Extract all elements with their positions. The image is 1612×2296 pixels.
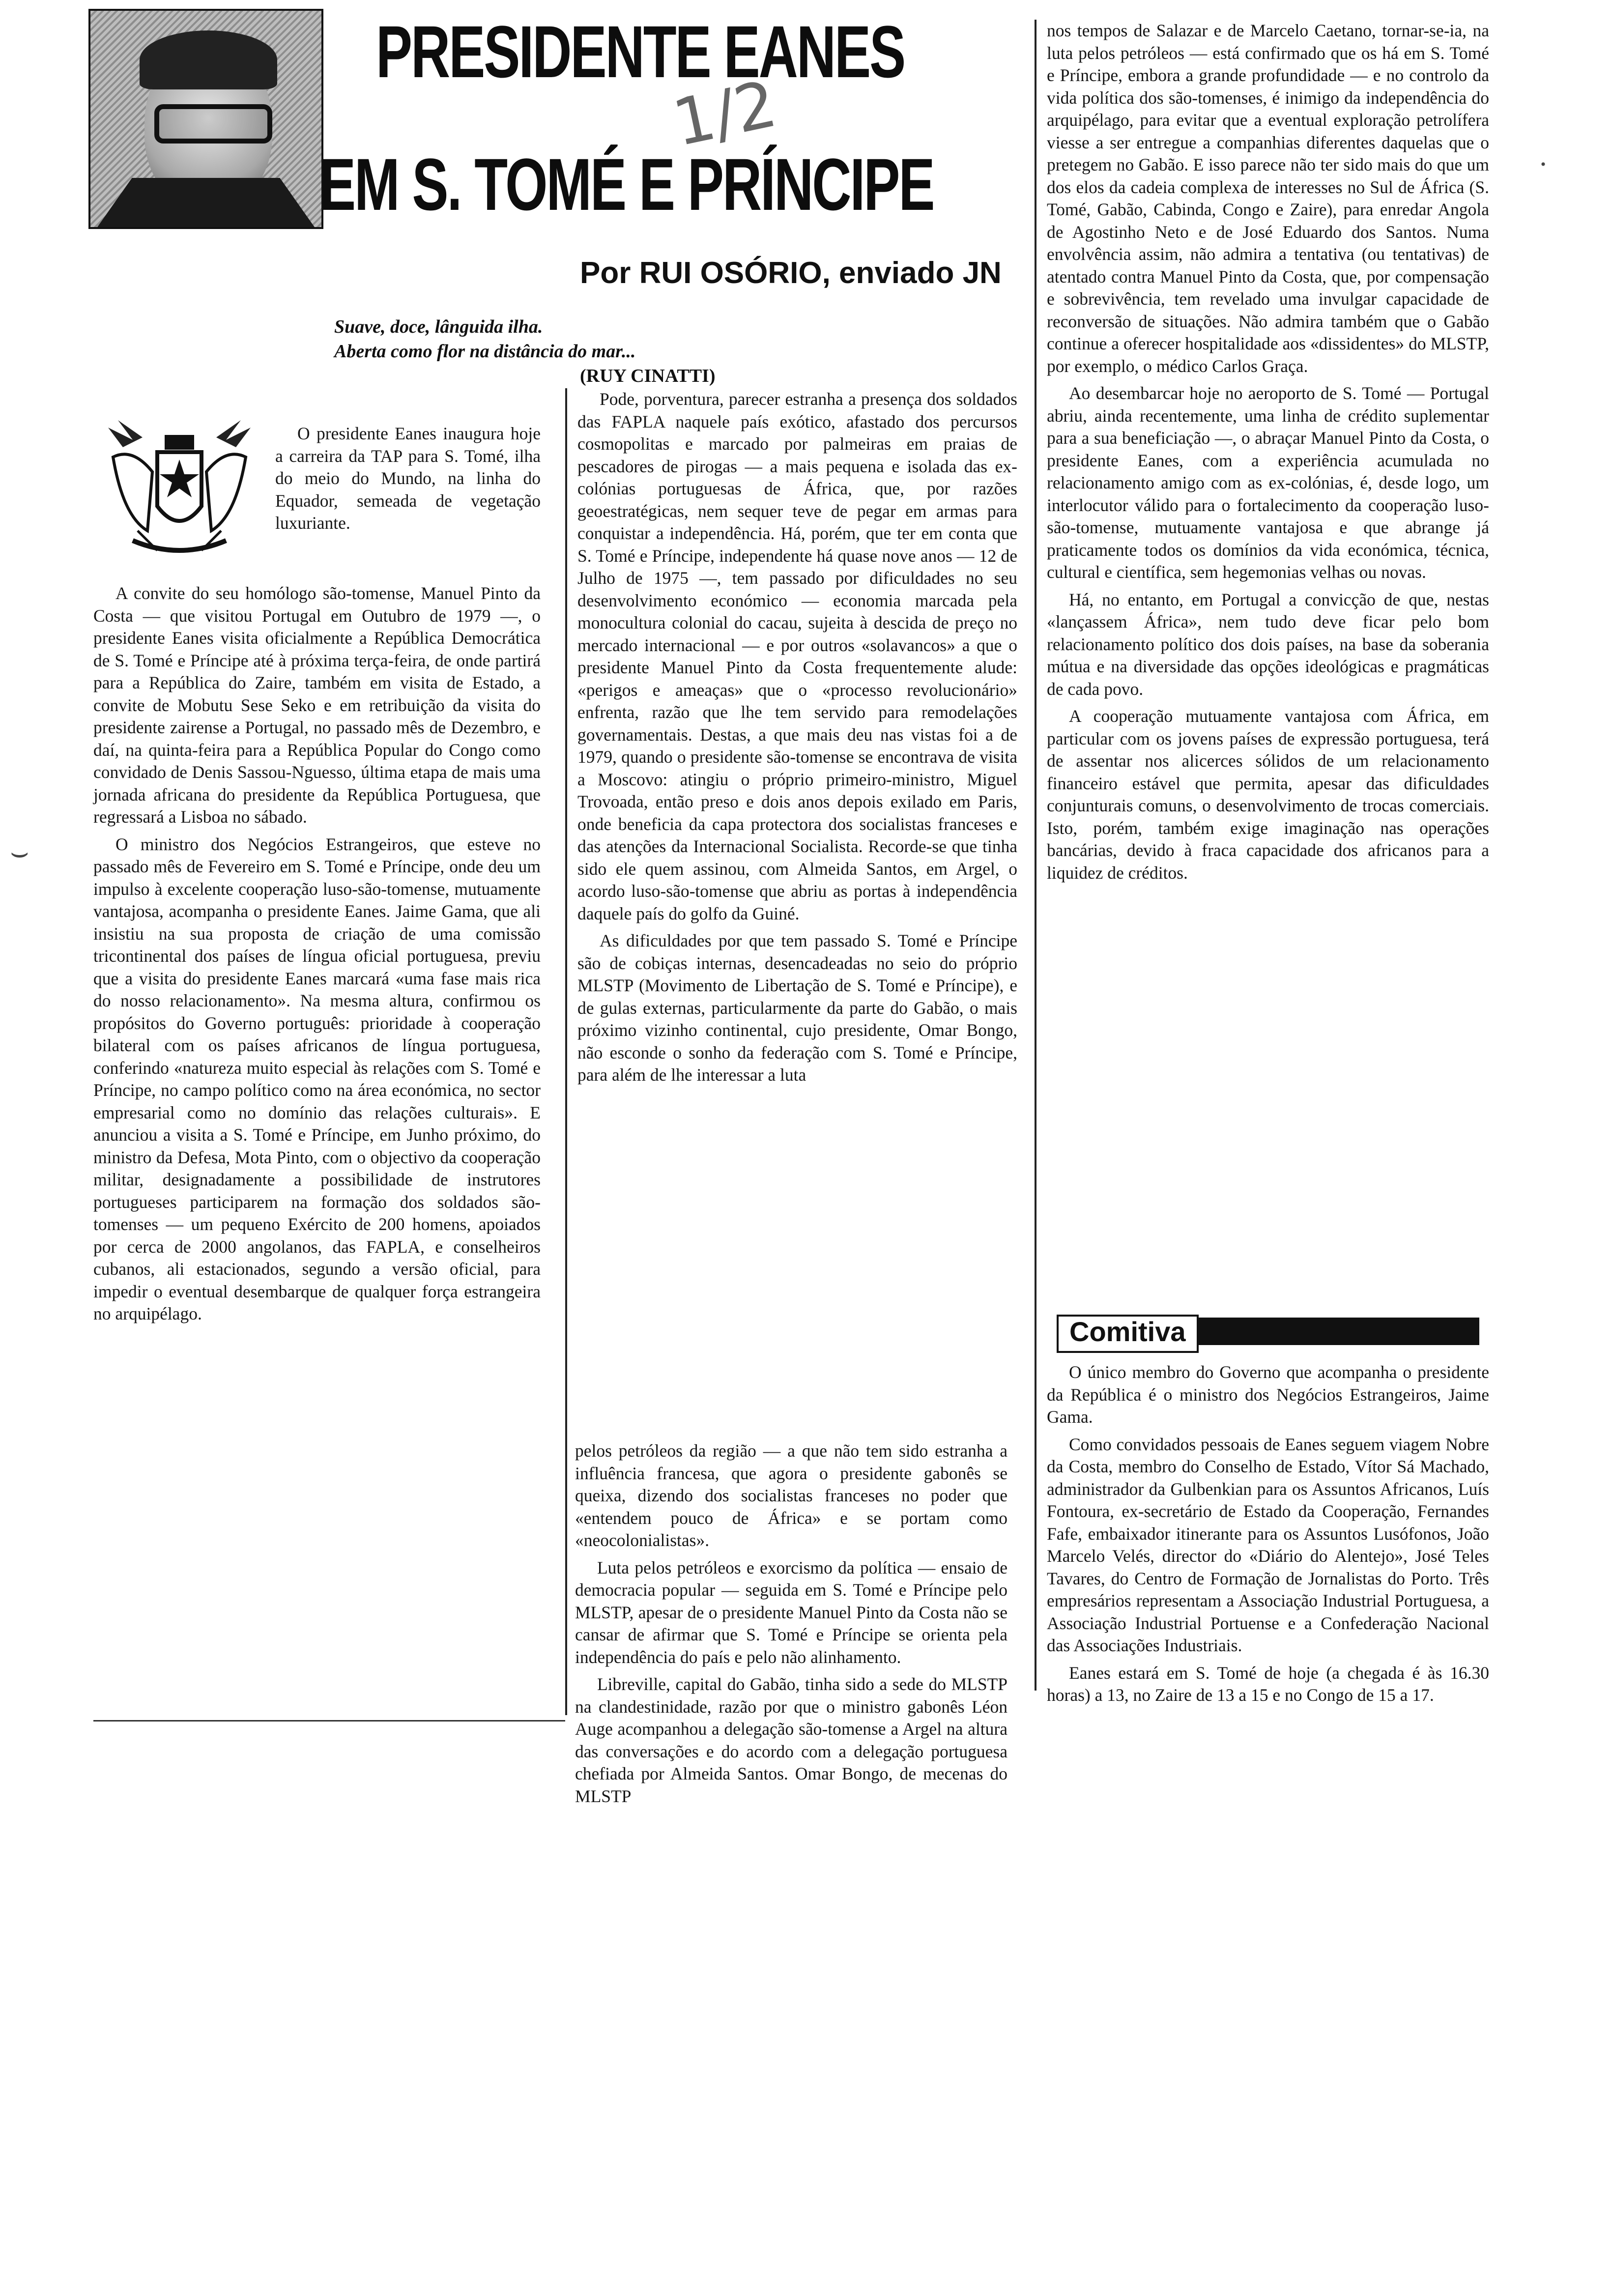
paragraph: Ao desembarcar hoje no aeroporto de S. Tomé — Portugal abriu, ainda recentemente, uma linha de crédito suplementar para a sua beneficiação —, o abraçar Manuel Pinto da Costa, o presidente Eanes, com a experiência acumulada no relacionamento amigo com as ex-colónias, é, desde logo, um interlocutor válido para o fortalecimento da cooperação luso-são-tomense, mutuamente vantajosa e que abrange já praticamente todos os domínios da vida económica, técnica, cultural e científica, sem hegemonias velhas ou novas. xyxy=(1047,383,1489,582)
article-bottom-rule xyxy=(93,1720,565,1722)
byline: Por RUI OSÓRIO, enviado JN xyxy=(580,256,1002,290)
paragraph: As dificuldades por que tem passado S. Tomé e Príncipe são de cobiças internas, desencadeadas no seio do próprio MLSTP (Movimento de Libertação de S. Tomé e Príncipe), e de gulas externas, particularmente da parte do Gabão, o mais próximo vizinho continental, cujo presidente, Omar Bongo, não esconde o sonho da federação com S. Tomé e Príncipe, para além de lhe interessar a luta xyxy=(577,931,1017,1085)
paragraph: Luta pelos petróleos e exorcismo da política — ensaio de democracia popular — seguida em S. Tomé e Príncipe pelo MLSTP, apesar de o presidente Manuel Pinto da Costa não se cansar de afirmar que S. Tomé e Príncipe se orienta pela independência do país e pelo não alinhamento. xyxy=(575,1557,1008,1667)
epigraph-line-2: Aberta como flor na distância do mar... xyxy=(334,341,636,362)
column-rule-1 xyxy=(565,388,567,1715)
paragraph: A convite do seu homólogo são-tomense, Manuel Pinto da Costa — que visitou Portugal em Outubro de 1979 —, o presidente Eanes visita oficialmente a República Democrática de S. Tomé e Príncipe até à próxima terça-feira, de onde partirá para a República do Zaire, também em visita de Estado, a convite de Mobutu Sese Seko e em retribuição da visita do presidente zairense a Portugal, no passado mês de Dezembro, e daí, na quinta-feira para a República Popular do Congo como convidado de Denis Sassou-Nguesso, última etapa de mais uma jornada africana do presidente da República Portuguesa, que regressará a Lisboa no sábado. xyxy=(93,583,541,827)
margin-mark-right: · xyxy=(1538,148,1548,180)
coat-of-arms-emblem xyxy=(103,418,256,560)
suit-shape xyxy=(90,178,321,229)
paragraph: Eanes estará em S. Tomé de hoje (a chegada é às 16.30 horas) a 13, no Zaire de 13 a 15 e no Congo de 15 a 17. xyxy=(1047,1663,1489,1705)
heading-black-bar xyxy=(1180,1318,1479,1345)
paragraph: O único membro do Governo que acompanha o presidente da República é o ministro dos Negócios Estrangeiros, Jaime Gama. xyxy=(1047,1362,1489,1427)
subheading-comitiva xyxy=(1057,1315,1489,1349)
handwritten-mark: 1/2 xyxy=(666,66,783,161)
paragraph: pelos petróleos da região — a que não tem sido estranha a influência francesa, que agora o presidente gabonês se queixa, dizendo dos socialistas franceses no poder que «entendem pouco de África» e se portam como «neocolonialistas». xyxy=(575,1441,1008,1550)
paragraph: Como convidados pessoais de Eanes seguem viagem Nobre da Costa, membro do Conselho de Estado, Vítor Sá Machado, administrador da Gulbenkian para os Assuntos Africanos, Luís Fontoura, ex-secretário de Estado da Cooperação, Fernandes Fafe, embaixador itinerante para os Assuntos Lusófonos, João Marcelo Velés, director do «Diário do Alentejo», José Teles Tavares, do Centro de Formação de Jornalistas do Porto. Três empresários representam a Associação Industrial Portuguesa, a Associação Industrial Portuense e a Confederação Nacional das Associações Industriais. xyxy=(1047,1434,1489,1655)
paragraph: Libreville, capital do Gabão, tinha sido a sede do MLSTP na clandestinidade, razão por que o ministro gabonês Léon Auge acompanhou a delegação são-tomense a Argel na altura das conversações e do acordo com a delegação portuguesa chefiada por Almeida Santos. Omar Bongo, de mecenas do MLSTP xyxy=(575,1674,1008,1806)
headline-line-1: PRESIDENTE EANES xyxy=(376,10,905,93)
margin-mark-left: ⌣ xyxy=(10,836,29,868)
intro-paragraph: O presidente Eanes inaugura hoje a carreira da TAP para S. Tomé, ilha do meio do Mundo, na linha do Equador, semeada de vegetação luxuriante. xyxy=(275,424,541,533)
column-3-comitiva xyxy=(1047,1361,1489,1712)
column-1-body xyxy=(93,582,541,1330)
column-rule-2 xyxy=(1035,20,1036,1691)
president-photo xyxy=(88,9,323,229)
column-1-intro xyxy=(275,423,541,540)
column-2-lower xyxy=(575,1440,1008,1812)
epigraph-line-1: Suave, doce, lânguida ilha. xyxy=(334,316,543,337)
headline-line-2: EM S. TOMÉ E PRÍNCIPE xyxy=(319,143,934,226)
subheading-label: Comitiva xyxy=(1057,1315,1199,1353)
epigraph-author: (RUY CINATTI) xyxy=(580,366,716,386)
epigraph xyxy=(334,315,777,388)
paragraph: Há, no entanto, em Portugal a convicção de que, nestas «lançassem África», nem tudo deve ficar pelo bom relacionamento político dos dois países, na base da soberania mútua e na diversidade das opções ideológicas e pragmáticas de cada povo. xyxy=(1047,589,1489,699)
glasses-shape xyxy=(154,104,272,144)
hair-shape xyxy=(140,30,277,89)
paragraph: nos tempos de Salazar e de Marcelo Caetano, tornar-se-ia, na luta pelos petróleos — está confirmado que os há em S. Tomé e Príncipe, embora a grande profundidade — e no controlo da vida política dos são-tomenses, é inimigo da independência do arquipélago, para evitar que a eventual exploração petrolífera viesse a ser entregue a companhias diferentes daquelas que o pretegem no Gabão. E isso parece não ter sido mais do que um dos elos da cadeia complexa de interesses no Sul de África (S. Tomé, Gabão, Cabinda, Congo e Zaire), para enredar Angola de Agostinho Neto e de José Eduardo dos Santos. Numa envolvência assim, não admira a tentativa (ou tentativas) de atentado contra Manuel Pinto da Costa, que, por compensação e sobrevivência, tem revelado uma invulgar capacidade de reconversão de situações. Não admira também que o Gabão continue a oferecer hospitalidade aos «dissidentes» do MLSTP, por exemplo, o médico Carlos Graça. xyxy=(1047,21,1489,376)
paragraph: O ministro dos Negócios Estrangeiros, que esteve no passado mês de Fevereiro em S. Tomé e Príncipe, onde deu um impulso à excelente cooperação luso-são-tomense, mutuamente vantajosa, acompanha o presidente Eanes. Jaime Gama, que ali insistiu na sua proposta de criação de uma comissão tricontinental dos países de língua oficial portuguesa, previu que a visita do presidente Eanes marcará «uma fase mais rica do nosso relacionamento». Na mesma altura, confirmou os propósitos do Governo português: prioridade à cooperação bilateral com os países africanos de língua portuguesa, conferindo «natureza muito especial às relações com S. Tomé e Príncipe, no campo político como na área económica, no sector empresarial como no domínio das relações culturais». E anunciou a visita a S. Tomé e Príncipe, em Junho próximo, do ministro da Defesa, Mota Pinto, com o objectivo da cooperação militar, designadamente a possibilidade de instrutores portugueses participarem na formação dos soldados são-tomenses — um pequeno Exército de 200 homens, apoiados por cerca de 2000 angolanos, das FAPLA, e conselheiros cubanos, ali estacionados, segundo a versão oficial, para impedir o eventual desembarque de qualquer força estrangeira no arquipélago. xyxy=(93,834,541,1323)
column-3-body xyxy=(1047,20,1489,889)
paragraph: A cooperação mutuamente vantajosa com África, em particular com os jovens países de expressão portuguesa, terá de assentar nos alicerces sólidos de um relacionamento financeiro estável que permita, apesar das dificuldades conjunturais comuns, o desenvolvimento de trocas comerciais. Isto, porém, também exige imaginação nas operações bancárias, devido à fraca capacidade dos africanos para a liquidez de créditos. xyxy=(1047,706,1489,883)
column-2-upper xyxy=(577,388,1017,1091)
paragraph: Pode, porventura, parecer estranha a presença dos soldados das FAPLA naquele país exótico, afastado dos percursos cosmopolitas e marcado por palmeiras em praias de pescadores de pirogas — a mais pequena e isolada das ex-colónias portuguesas de África, que, por razões geoestratégicas, nem sequer teve de pegar em armas para conquistar a independência. Há, porém, que ter em conta que S. Tomé e Príncipe, independente há quase nove anos — 12 de Julho de 1975 —, tem passado por dificuldades no seu desenvolvimento económico — economia marcada pela monocultura colonial do cacau, sujeita à descida de preço no mercado internacional — e por outros «solavancos» a que o presidente Manuel Pinto da Costa frequentemente alude: «perigos e ameaças» que o «processo revolucionário» enfrenta, razão que lhe tem servido para remodelações governamentais. Destas, a que mais deu nas vistas foi a de 1979, quando o presidente são-tomense se encontrava de visita a Moscovo: atingiu o próprio primeiro-ministro, Miguel Trovoada, então preso e dois anos depois exilado em Paris, onde beneficia da capa protectora dos socialistas franceses e das atenções da Internacional Socialista. Recorde-se que tinha sido ele quem assinou, com Almeida Santos, em Argel, o acordo luso-são-tomense que abriu as portas à independência daquele país do golfo da Guiné. xyxy=(577,389,1017,923)
